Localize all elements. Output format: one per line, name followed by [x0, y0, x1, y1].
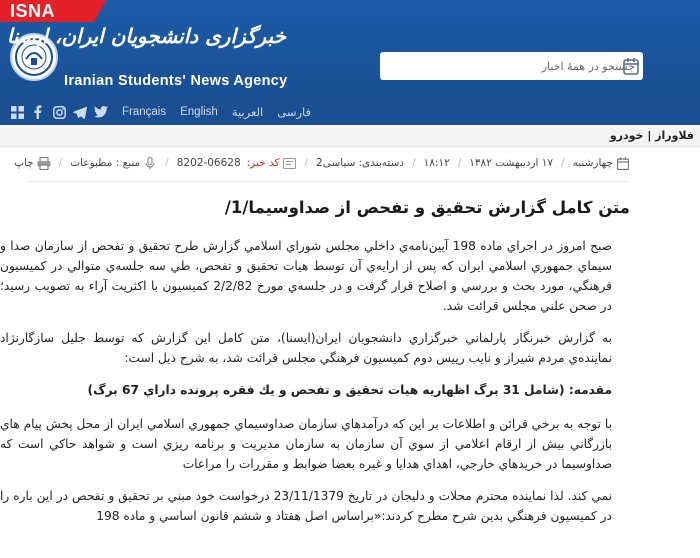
facebook-icon[interactable] — [31, 105, 45, 119]
article-title: متن كامل گزارش تحقيق و تفحص از صداوسيما/1/ — [224, 198, 630, 217]
publish-time: ۱۸:۱۲ — [423, 157, 450, 169]
article-body — [0, 236, 612, 538]
calendar-icon[interactable] — [620, 54, 642, 78]
meta-separator: / — [561, 157, 565, 169]
site-header — [0, 0, 700, 99]
source-group — [70, 156, 157, 170]
meta-divider — [26, 181, 630, 182]
category-group — [316, 157, 404, 169]
meta-separator: / — [304, 157, 309, 169]
news-code-value: 8202-06628 — [176, 157, 241, 169]
telegram-icon[interactable] — [73, 105, 87, 119]
print-label[interactable]: چاپ — [14, 157, 34, 169]
news-code-group — [247, 156, 297, 170]
meta-separator: / — [457, 157, 462, 169]
date-group — [573, 156, 630, 170]
meta-separator: / — [165, 157, 169, 169]
site-title-persian[interactable]: خبرگزاری دانشجویان ایران، ایسنا — [6, 24, 286, 48]
article-meta-bar — [14, 152, 630, 174]
article-paragraph: نمي كند. لذا نماينده محترم محلات و دليجان در تاريخ 23/11/1379 درخواست خود مبني بر تحقيق و تفحص در اين باره را در كميسيون فرهنگي بدين شرح مطرح كردند:«براساس اصل هفتاد و ششم قانون اساسي و ماده 198 — [0, 489, 613, 523]
print-button[interactable] — [14, 156, 51, 170]
social-links — [0, 105, 108, 119]
news-code-label: کد خبر: — [246, 157, 280, 169]
article-paragraph: صبح امروز در اجراي ماده 198 آيين‌نامه‌ي داخلي مجلس شوراي اسلامي گزارش طرح تحقيق و تفحص از سازمان صدا و سيماي جمهوري اسلامي ايران كه پس از ارايه‌ي آن توسط هيات تحقيق و تفحص، طي سه جلسه‌ي متوالي در كميسيون فرهنگي، مورد بحث و بررسي و اصلاح قرار گرفت و در جلسه‌ي مورخ 2/2/82 كميسيون با اكثريت آراء به تصويب رسيد؛ در صحن علني مجلس قرائت شد. — [0, 239, 612, 313]
lang-persian-link[interactable]: فارسی — [277, 105, 312, 119]
article-paragraph: با توجه به برخي قرائن و اطلاعات بر اين كه درآمدهاي سازمان صداوسيماي جمهوري اسلامي ايران از محل پخش پيام هاي بازرگاني بيش از ارقام اعلامي از سوي آن سازمان به سازمان مديريت و برنامه ريزي است و شواهد حاكي است كه صداوسيما در خريدهاي خارجي، اهداي هدايا و غيره بعضا ضوابط و مقررات را مراعات — [0, 417, 612, 471]
lang-english-link[interactable]: English — [180, 106, 218, 118]
grid-icon[interactable] — [10, 105, 24, 119]
breadcrumb[interactable]: فلاوراز | خودرو — [0, 125, 700, 147]
search-input[interactable] — [405, 60, 635, 73]
article-intro-heading: مقدمه: (شامل 31 برگ اظهاريه هيات تحقيق و تفحص و يك فقره پرونده داراي 67 برگ) — [87, 383, 612, 397]
top-nav-strip — [0, 99, 700, 125]
publish-day: چهارشنبه — [572, 157, 613, 169]
microphone-icon — [143, 156, 157, 170]
calendar-small-icon — [616, 156, 630, 170]
category-value[interactable]: سیاسی2 — [316, 157, 356, 169]
category-label: دسته‌بندی: — [358, 157, 405, 169]
brand-tag[interactable]: ISNA — [0, 0, 94, 22]
search-box[interactable] — [380, 52, 643, 80]
site-title-english[interactable]: Iranian Students' News Agency — [64, 73, 288, 89]
printer-icon[interactable] — [37, 156, 51, 170]
lang-arabic-link[interactable]: العربية — [231, 105, 264, 119]
instagram-icon[interactable] — [52, 105, 66, 119]
twitter-icon[interactable] — [94, 105, 108, 119]
meta-separator: / — [58, 157, 63, 169]
publish-date: ۱۷ اردیبهشت ۱۳۸۲ — [469, 157, 554, 169]
meta-separator: / — [412, 157, 416, 169]
lang-french-link[interactable]: Français — [122, 106, 167, 118]
source-text: منبع : مطبوعات — [70, 157, 141, 169]
article-paragraph: به گزارش خبرنگار پارلماني خبرگزاري دانشجويان ايران(ايسنا)، متن كامل اين گزارش كه توسط جليل سازگارنژاد نماينده‌ي مردم شيراز و نايب رييس دوم كميسيون فرهنگي مجلس قرائت شد، به شرح ذيل است: — [0, 331, 612, 365]
code-icon — [282, 156, 296, 170]
